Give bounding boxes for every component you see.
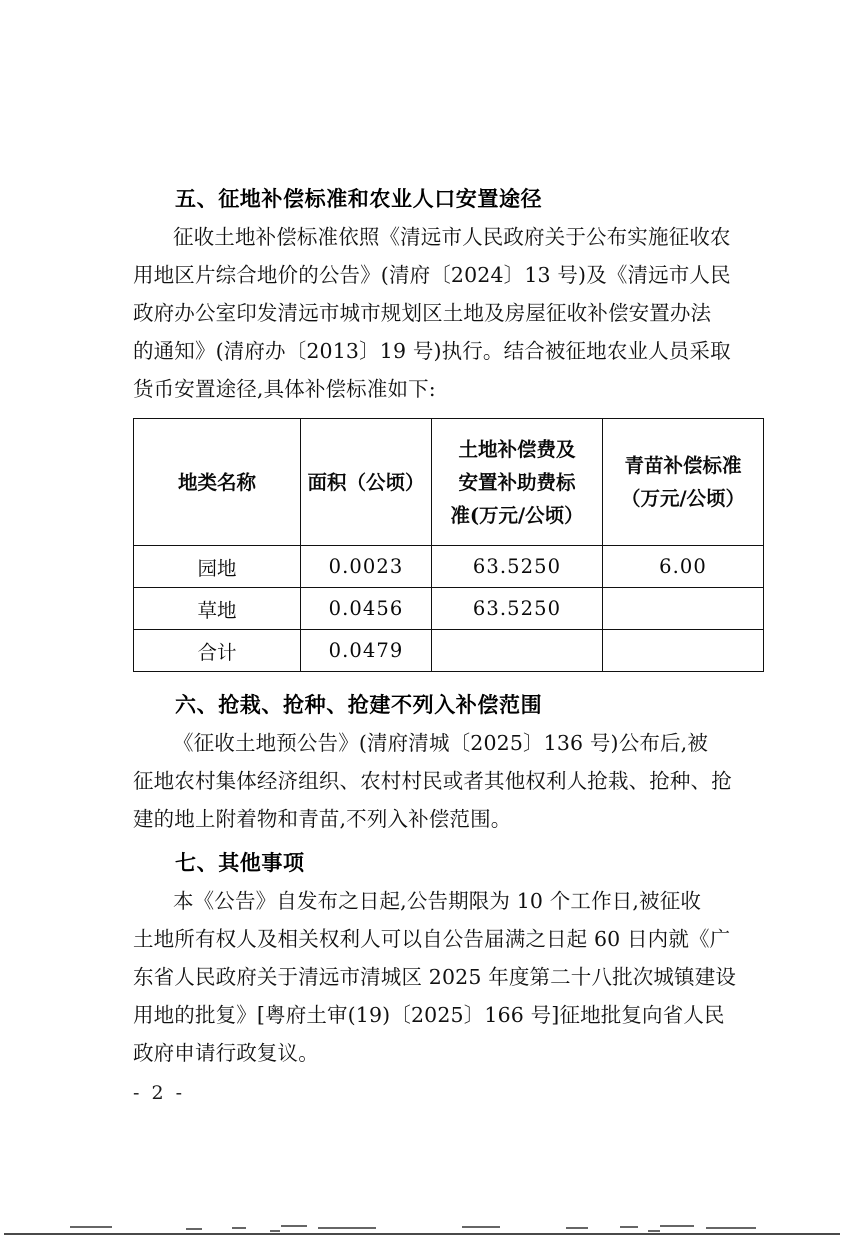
table-body xyxy=(134,546,764,672)
header-line: 土地补偿费及 xyxy=(458,437,576,461)
section-heading-seven: 七、其他事项 xyxy=(175,851,305,875)
scan-speck xyxy=(270,1230,280,1232)
scan-speck xyxy=(620,1226,638,1228)
top-spacer xyxy=(133,0,735,180)
section-heading-five: 五、征地补偿标准和农业人口安置途径 xyxy=(175,187,543,211)
scan-speck xyxy=(462,1226,500,1228)
cell-land-compensation xyxy=(432,630,603,672)
header-line: 面积（公顷） xyxy=(307,470,425,494)
cell-land-compensation: 63.5250 xyxy=(432,546,603,588)
spacer-before-section-six xyxy=(133,676,735,686)
scan-edge-line xyxy=(4,1233,840,1235)
scan-edge-artifact xyxy=(0,1222,850,1243)
section-seven-paragraph xyxy=(133,882,735,1072)
table-header-land-compensation xyxy=(432,419,603,546)
paragraph-line: 货币安置途径,具体补偿标准如下: xyxy=(133,377,436,401)
paragraph-line: 《征收土地预公告》(清府清城〔2025〕136 号)公布后,被 xyxy=(173,731,708,755)
header-line: 安置补助费标 xyxy=(458,470,576,494)
page-content xyxy=(133,0,746,1072)
table-row xyxy=(134,546,764,588)
cell-land-type: 园地 xyxy=(134,546,301,588)
cell-area: 0.0023 xyxy=(301,546,432,588)
header-line: 青苗补偿标准 xyxy=(624,454,742,477)
table-header-land-type xyxy=(134,419,301,546)
cell-land-type: 草地 xyxy=(134,588,301,630)
scan-speck xyxy=(232,1227,246,1229)
scan-speck xyxy=(318,1227,376,1229)
scan-speck xyxy=(566,1227,588,1229)
table-row-total xyxy=(134,630,764,672)
cell-crop-compensation: 6.00 xyxy=(603,546,764,588)
table-header-area xyxy=(301,419,432,546)
cell-land-type: 合计 xyxy=(134,630,301,672)
table-header-row xyxy=(134,419,764,546)
compensation-standards-table xyxy=(133,418,764,672)
paragraph-line: 东省人民政府关于清远市清城区 2025 年度第二十八批次城镇建设 xyxy=(133,965,737,989)
header-line: （万元/公顷） xyxy=(620,487,746,510)
cell-crop-compensation xyxy=(603,588,764,630)
paragraph-line: 本《公告》自发布之日起,公告期限为 10 个工作日,被征收 xyxy=(173,889,701,913)
paragraph-line: 的通知》(清府办〔2013〕19 号)执行。结合被征地农业人员采取 xyxy=(133,339,731,363)
paragraph-line: 用地区片综合地价的公告》(清府〔2024〕13 号)及《清远市人民 xyxy=(133,263,731,287)
cell-area: 0.0456 xyxy=(301,588,432,630)
paragraph-line: 土地所有权人及相关权利人可以自公告届满之日起 60 日内就《广 xyxy=(133,927,731,951)
header-line: 地类名称 xyxy=(177,470,256,494)
scan-speck xyxy=(281,1225,307,1227)
section-six-paragraph xyxy=(133,724,735,838)
paragraph-line: 用地的批复》[粤府土审(19)〔2025〕166 号]征地批复向省人民 xyxy=(133,1003,725,1027)
table-header-crop-compensation xyxy=(603,419,764,546)
section-five-paragraph xyxy=(133,218,735,408)
scan-speck xyxy=(70,1226,112,1228)
section-heading-six: 六、抢栽、抢种、抢建不列入补偿范围 xyxy=(175,693,543,717)
scan-speck xyxy=(648,1230,660,1232)
cell-area: 0.0479 xyxy=(301,630,432,672)
table-header xyxy=(134,419,764,546)
header-line: 准(万元/公顷） xyxy=(450,503,584,527)
paragraph-line: 政府办公室印发清远市城市规划区土地及房屋征收补偿安置办法 xyxy=(133,301,712,325)
page-number: - 2 - xyxy=(133,1082,186,1104)
paragraph-line: 建的地上附着物和青苗,不列入补偿范围。 xyxy=(133,807,512,831)
paragraph-line: 政府申请行政复议。 xyxy=(133,1041,319,1065)
table-row xyxy=(134,588,764,630)
cell-land-compensation: 63.5250 xyxy=(432,588,603,630)
paragraph-line: 征收土地补偿标准依照《清远市人民政府关于公布实施征收农 xyxy=(173,225,731,249)
scan-speck xyxy=(660,1225,694,1227)
cell-crop-compensation xyxy=(603,630,764,672)
scan-speck xyxy=(186,1228,202,1230)
scan-speck xyxy=(706,1227,756,1229)
paragraph-line: 征地农村集体经济组织、农村村民或者其他权利人抢栽、抢种、抢 xyxy=(133,769,732,793)
